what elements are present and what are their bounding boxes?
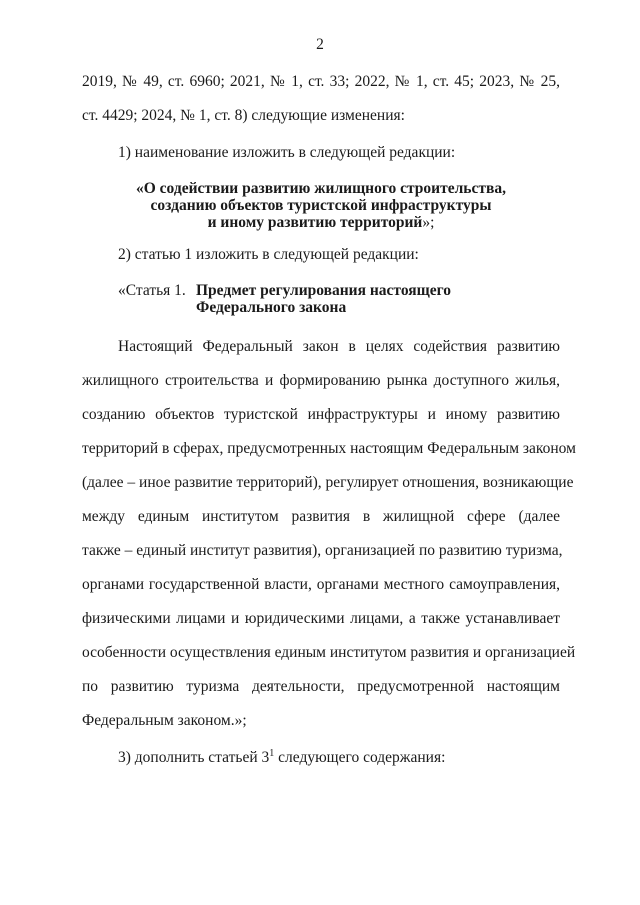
item-2: 2) статью 1 изложить в следующей редакции: <box>118 246 419 263</box>
body-line: между единым институтом развития в жилищной сфере (далее <box>82 508 560 525</box>
intro-line-2: ст. 4429; 2024, № 1, ст. 8) следующие изменения: <box>82 107 405 124</box>
body-line: Настоящий Федеральный закон в целях содействия развитию <box>118 338 560 355</box>
body-line: созданию объектов туристской инфраструктуры и иному развитию <box>82 406 560 423</box>
new-law-title-line-3: и иному развитию территорий»; <box>207 214 435 231</box>
new-law-title <box>82 180 560 231</box>
new-law-title-tail: »; <box>422 214 435 231</box>
item-3-suffix: следующего содержания: <box>274 749 446 766</box>
new-law-title-line-2: созданию объектов туристской инфраструктуры <box>150 197 492 214</box>
article-number: «Статья 1. <box>118 282 186 299</box>
item-3 <box>118 748 560 768</box>
item-3-prefix: 3) дополнить статьей 3 <box>118 749 270 766</box>
item-3-superscript: 1 <box>269 747 275 759</box>
article-name <box>196 282 451 316</box>
article-heading <box>118 282 451 316</box>
body-line: органами государственной власти, органами местного самоуправления, <box>82 576 560 593</box>
item-1: 1) наименование изложить в следующей редакции: <box>118 144 456 161</box>
page-number: 2 <box>316 36 324 53</box>
body-line: жилищного строительства и формированию рынка доступного жилья, <box>82 372 560 389</box>
intro-line-1: 2019, № 49, ст. 6960; 2021, № 1, ст. 33; 2022, № 1, ст. 45; 2023, № 25, <box>82 73 560 90</box>
body-line: (далее – иное развитие территорий), регулирует отношения, возникающие <box>82 474 574 491</box>
article-name-line-1: Предмет регулирования настоящего <box>196 282 452 299</box>
new-law-title-line-1: «О содействии развитию жилищного строительства, <box>136 180 506 197</box>
body-line: территорий в сферах, предусмотренных настоящим Федеральным законом <box>82 440 576 457</box>
body-line: особенности осуществления единым институтом развития и организацией <box>82 644 576 661</box>
body-line: по развитию туризма деятельности, предусмотренной настоящим <box>82 678 560 695</box>
body-line: физическими лицами и юридическими лицами, а также устанавливает <box>82 610 560 627</box>
body-line: также – единый институт развития), организацией по развитию туризма, <box>82 542 563 559</box>
article-name-line-2: Федерального закона <box>196 299 347 316</box>
body-last-line: Федеральным законом.»; <box>82 712 247 729</box>
